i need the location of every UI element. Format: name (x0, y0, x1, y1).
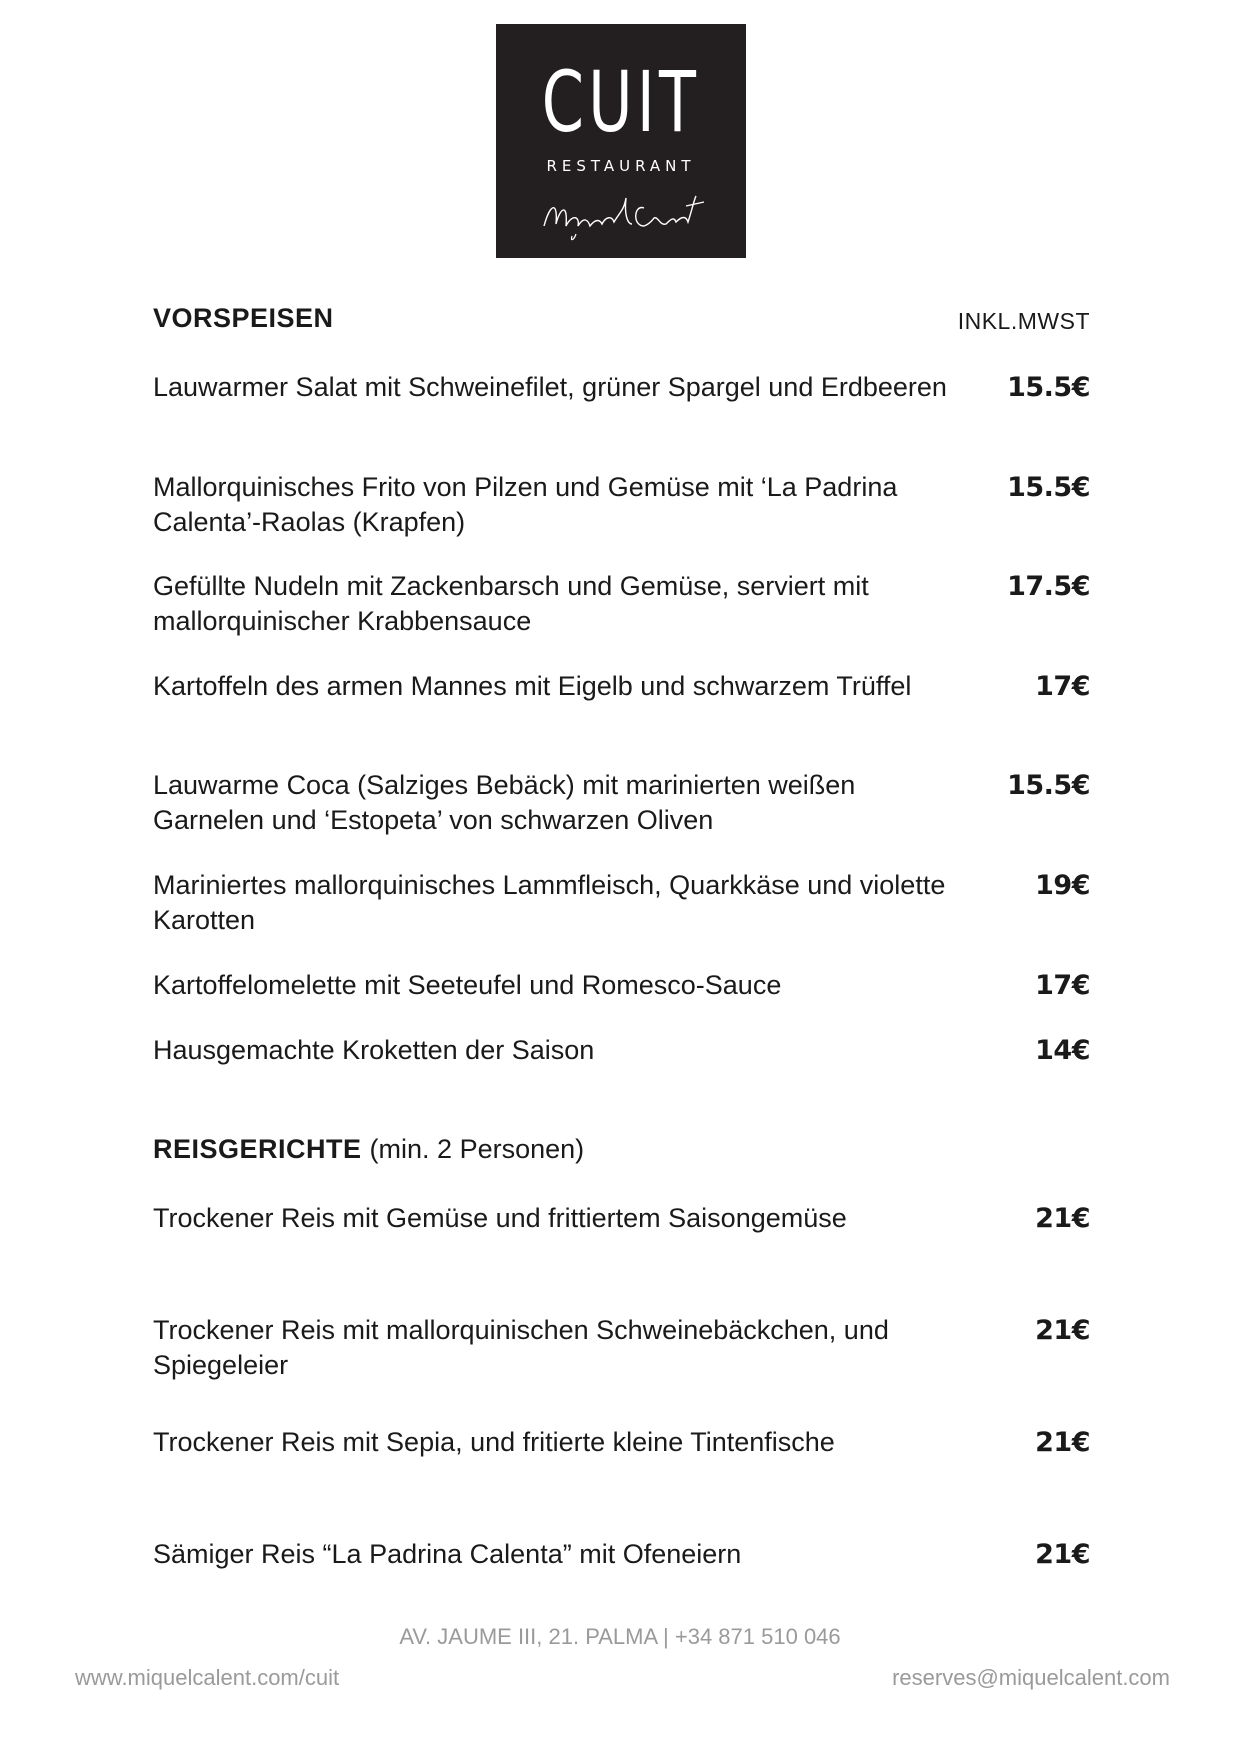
menu-item (153, 1033, 1090, 1068)
menu-item-name: Hausgemachte Kroketten der Saison (153, 1035, 595, 1065)
restaurant-logo (496, 24, 746, 258)
menu-item-name: Lauwarme Coca (Salziges Bebäck) mit marinierten weißen Garnelen und ‘Estopeta’ von schwarzen Oliven (153, 770, 856, 835)
menu-item-price: 15.5€ (1007, 472, 1090, 503)
footer-email-link[interactable]: reserves@miquelcalent.com (892, 1665, 1170, 1690)
menu-item-price: 21€ (1035, 1427, 1090, 1458)
tax-note: INKL.MWST (957, 308, 1090, 334)
menu-item (153, 1425, 1090, 1460)
section-heading-rice: REISGERICHTE (min. 2 Personen) (153, 1134, 585, 1164)
signature-icon (536, 186, 706, 246)
menu-item-name: Sämiger Reis “La Padrina Calenta” mit Ofeneiern (153, 1539, 742, 1569)
menu-item (153, 569, 1090, 639)
section-heading-note: (min. 2 Personen) (369, 1134, 585, 1164)
menu-item-name: Trockener Reis mit Gemüse und frittiertem Saisongemüse (153, 1203, 847, 1233)
menu-item-price: 19€ (1035, 870, 1090, 901)
menu-item-name: Lauwarmer Salat mit Schweinefilet, grüner Spargel und Erdbeeren (153, 372, 947, 402)
menu-item-name: Mallorquinisches Frito von Pilzen und Gemüse mit ‘La Padrina Calenta’-Raolas (Krapfen) (153, 472, 898, 537)
menu-item-price: 17€ (1035, 970, 1090, 1001)
menu-item-name: Kartoffeln des armen Mannes mit Eigelb und schwarzem Trüffel (153, 671, 912, 701)
menu-item (153, 868, 1090, 938)
menu-item-price: 21€ (1035, 1315, 1090, 1346)
menu-item-price: 21€ (1035, 1203, 1090, 1234)
menu-item-name: Mariniertes mallorquinisches Lammfleisch, Quarkkäse und violette Karotten (153, 870, 946, 935)
section-heading-starters: VORSPEISEN (153, 303, 334, 333)
menu-item (153, 1201, 1090, 1236)
menu-item-price: 17.5€ (1007, 571, 1090, 602)
menu-item (153, 1537, 1090, 1572)
logo-subtitle: RESTAURANT (546, 157, 696, 175)
menu-item-name: Gefüllte Nudeln mit Zackenbarsch und Gemüse, serviert mit mallorquinischer Krabbensauce (153, 571, 869, 636)
footer-address: AV. JAUME III, 21. PALMA | +34 871 510 046 (399, 1624, 841, 1649)
menu-item-name: Trockener Reis mit mallorquinischen Schweinebäckchen, und Spiegeleier (153, 1315, 889, 1380)
menu-item (153, 470, 1090, 540)
menu-item-price: 17€ (1035, 671, 1090, 702)
menu-item-name: Kartoffelomelette mit Seeteufel und Romesco-Sauce (153, 970, 782, 1000)
menu-item (153, 370, 1090, 405)
menu-item (153, 1313, 1090, 1383)
menu-item (153, 968, 1090, 1003)
menu-item-price: 15.5€ (1007, 372, 1090, 403)
menu-item-price: 14€ (1035, 1035, 1090, 1066)
footer-website-link[interactable]: www.miquelcalent.com/cuit (75, 1665, 340, 1690)
menu-item (153, 768, 1090, 838)
menu-item-price: 21€ (1035, 1539, 1090, 1570)
menu-item-price: 15.5€ (1007, 770, 1090, 801)
menu-item-name: Trockener Reis mit Sepia, und fritierte kleine Tintenfische (153, 1427, 835, 1457)
logo-wordmark: CUIT (541, 53, 701, 151)
menu-item (153, 669, 1090, 704)
